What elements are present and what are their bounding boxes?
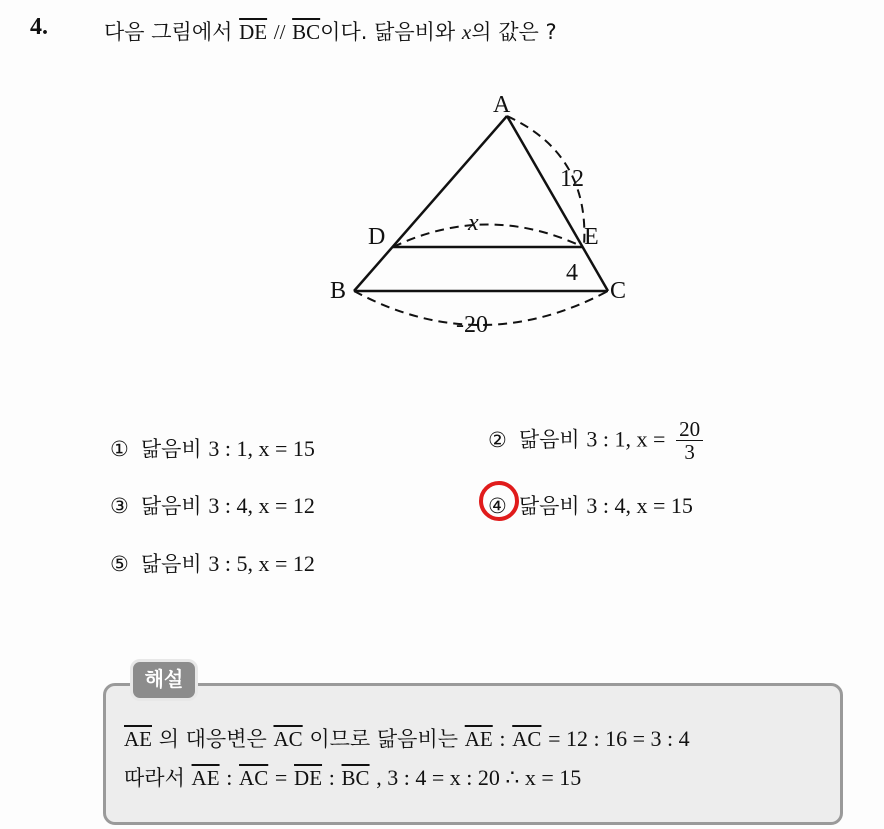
sol2-eq: = [274,765,288,790]
label-d: D [368,224,386,250]
option-3-label: 닮음비 [140,494,202,518]
question-text-part3: 의 값은 ? [471,20,557,44]
sol1-seg-ac-2: $\overline{AC}$ [512,727,542,751]
question-text [104,16,557,46]
sol2-text1: 따라서 [124,766,185,790]
option-4-math: 3 : 4, x = 15 [586,493,693,518]
parallel-symbol: // [273,20,286,44]
sol2-colon2: : [328,765,335,790]
option-1-math: 3 : 1, x = 15 [208,436,315,461]
option-5-math: 3 : 5, x = 12 [208,551,315,576]
sol1-text1: 의 대응변은 [158,727,267,751]
option-1-label: 닮음비 [140,437,202,461]
answer-circle-mark [479,481,519,521]
length-ae: 12 [560,166,584,192]
sol2-seg-ac: $\overline{AC}$ [239,766,269,790]
option-4-mark: ④ [488,494,507,518]
question-number: 4. [30,14,48,40]
solution-tag: 해설 [130,659,198,701]
option-5-mark: ⑤ [110,552,129,576]
option-2-mark: ② [488,427,507,452]
option-3[interactable] [110,490,315,520]
triangle-figure [320,84,650,344]
fraction-numerator: 20 [676,418,703,441]
question-text-part1: 다음 그림에서 [104,20,233,44]
length-ec: 4 [566,260,578,286]
option-5[interactable] [110,548,315,578]
sol1-seg-ae-2: $\overline{AE}$ [464,727,493,751]
variable-x-label: x [468,210,479,236]
option-2-label: 닮음비 [518,427,580,452]
solution-line-1 [124,723,690,753]
option-1[interactable] [110,433,315,463]
option-3-mark: ③ [110,494,129,518]
label-c: C [610,278,627,304]
option-4[interactable] [488,490,693,520]
sol1-math: = 12 : 16 = 3 : 4 [548,726,690,751]
sol1-seg-ae: $\overline{AE}$ [124,727,152,751]
length-bc: -20 [456,312,488,338]
sol1-colon: : [499,726,506,751]
option-1-mark: ① [110,437,129,461]
arc-de [393,225,583,248]
solution-box [103,683,843,825]
label-e: E [584,224,599,250]
option-4-label: 닮음비 [518,494,580,518]
sol1-text2: 이므로 닮음비는 [309,727,459,751]
solution-line-2 [124,762,581,792]
sol2-colon1: : [226,765,233,790]
option-3-math: 3 : 4, x = 12 [208,493,315,518]
fraction-denominator: 3 [684,440,695,465]
segment-bc: $\overline{BC}$ [292,20,321,44]
sol2-math: , 3 : 4 = x : 20 ∴ x = 15 [376,765,582,790]
sol2-seg-ae: $\overline{AE}$ [191,766,220,790]
sol2-seg-bc: $\overline{BC}$ [341,766,370,790]
sol1-seg-ac: $\overline{AC}$ [273,727,303,751]
segment-de: $\overline{DE}$ [239,20,268,44]
option-5-label: 닮음비 [140,552,202,576]
sol2-seg-de: $\overline{DE}$ [294,766,323,790]
side-ac [507,116,608,291]
label-a: A [493,92,511,118]
label-b: B [330,278,347,304]
option-2-math: 3 : 1, x = [586,426,666,452]
option-2-fraction [676,418,703,463]
option-2[interactable] [488,418,703,463]
question-text-part2: 이다. 닮음비와 [320,20,456,44]
variable-x: x [461,20,472,44]
side-ab [354,116,507,291]
